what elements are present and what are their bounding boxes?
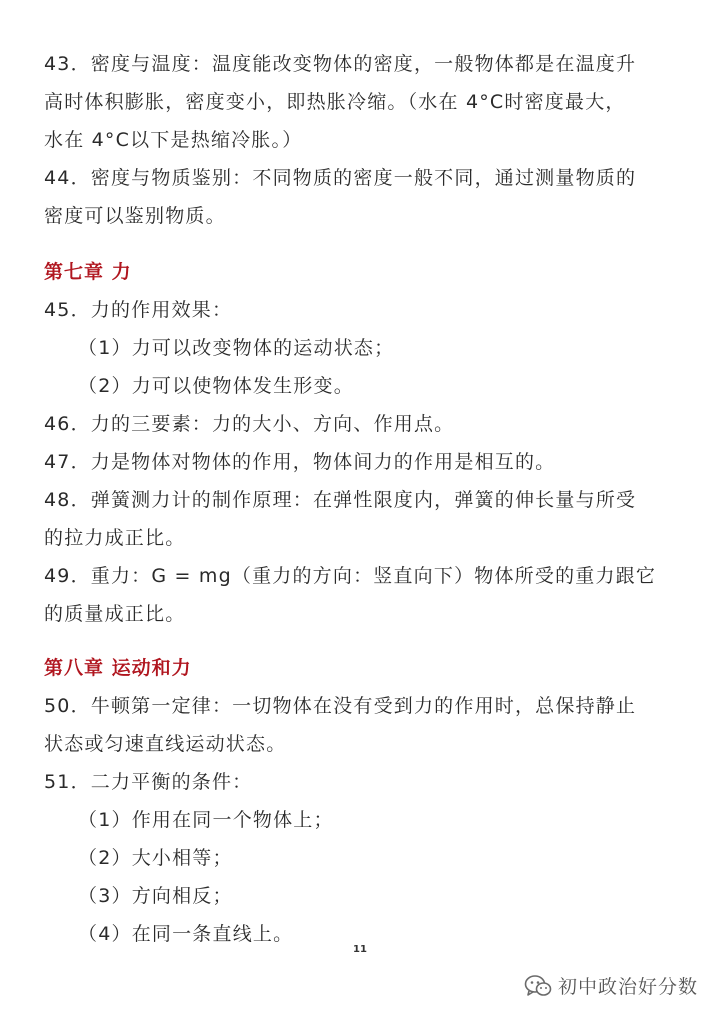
page-number: 11 xyxy=(353,944,367,955)
paragraph-line: 43．密度与温度：温度能改变物体的密度，一般物体都是在温度升 xyxy=(44,53,637,75)
paragraph-line: 密度可以鉴别物质。 xyxy=(44,205,226,227)
list-item: （4）在同一条直线上。 xyxy=(78,923,294,945)
list-item: （1）力可以改变物体的运动状态； xyxy=(78,337,395,359)
list-item: （1）作用在同一个物体上； xyxy=(78,809,334,831)
paragraph-line: 45．力的作用效果： xyxy=(44,299,233,321)
paragraph-line: 的质量成正比。 xyxy=(44,603,186,625)
paragraph-line: 49．重力：G = mg（重力的方向：竖直向下）物体所受的重力跟它 xyxy=(44,565,657,587)
paragraph-line: 51．二力平衡的条件： xyxy=(44,771,253,793)
paragraph-line: 状态或匀速直线运动状态。 xyxy=(44,733,287,755)
paragraph-line: 50．牛顿第一定律：一切物体在没有受到力的作用时，总保持静止 xyxy=(44,695,637,717)
paragraph-line: 47．力是物体对物体的作用，物体间力的作用是相互的。 xyxy=(44,451,556,473)
paragraph-line: 48．弹簧测力计的制作原理：在弹性限度内，弹簧的伸长量与所受 xyxy=(44,489,637,511)
chapter-heading: 第八章 运动和力 xyxy=(44,657,192,679)
paragraph-line: 水在 4°C以下是热缩冷胀。） xyxy=(44,129,303,151)
paragraph-line: 高时体积膨胀，密度变小，即热胀冷缩。（水在 4°C时密度最大， xyxy=(44,91,626,113)
paragraph-line: 46．力的三要素：力的大小、方向、作用点。 xyxy=(44,413,455,435)
list-item: （2）大小相等； xyxy=(78,847,233,869)
watermark xyxy=(524,972,698,999)
wechat-icon xyxy=(524,974,552,998)
watermark-text: 初中政治好分数 xyxy=(557,976,698,998)
list-item: （3）方向相反； xyxy=(78,885,233,907)
list-item: （2）力可以使物体发生形变。 xyxy=(78,375,354,397)
chapter-heading: 第七章 力 xyxy=(44,261,132,283)
paragraph-line: 的拉力成正比。 xyxy=(44,527,186,549)
paragraph-line: 44．密度与物质鉴别：不同物质的密度一般不同，通过测量物质的 xyxy=(44,167,637,189)
